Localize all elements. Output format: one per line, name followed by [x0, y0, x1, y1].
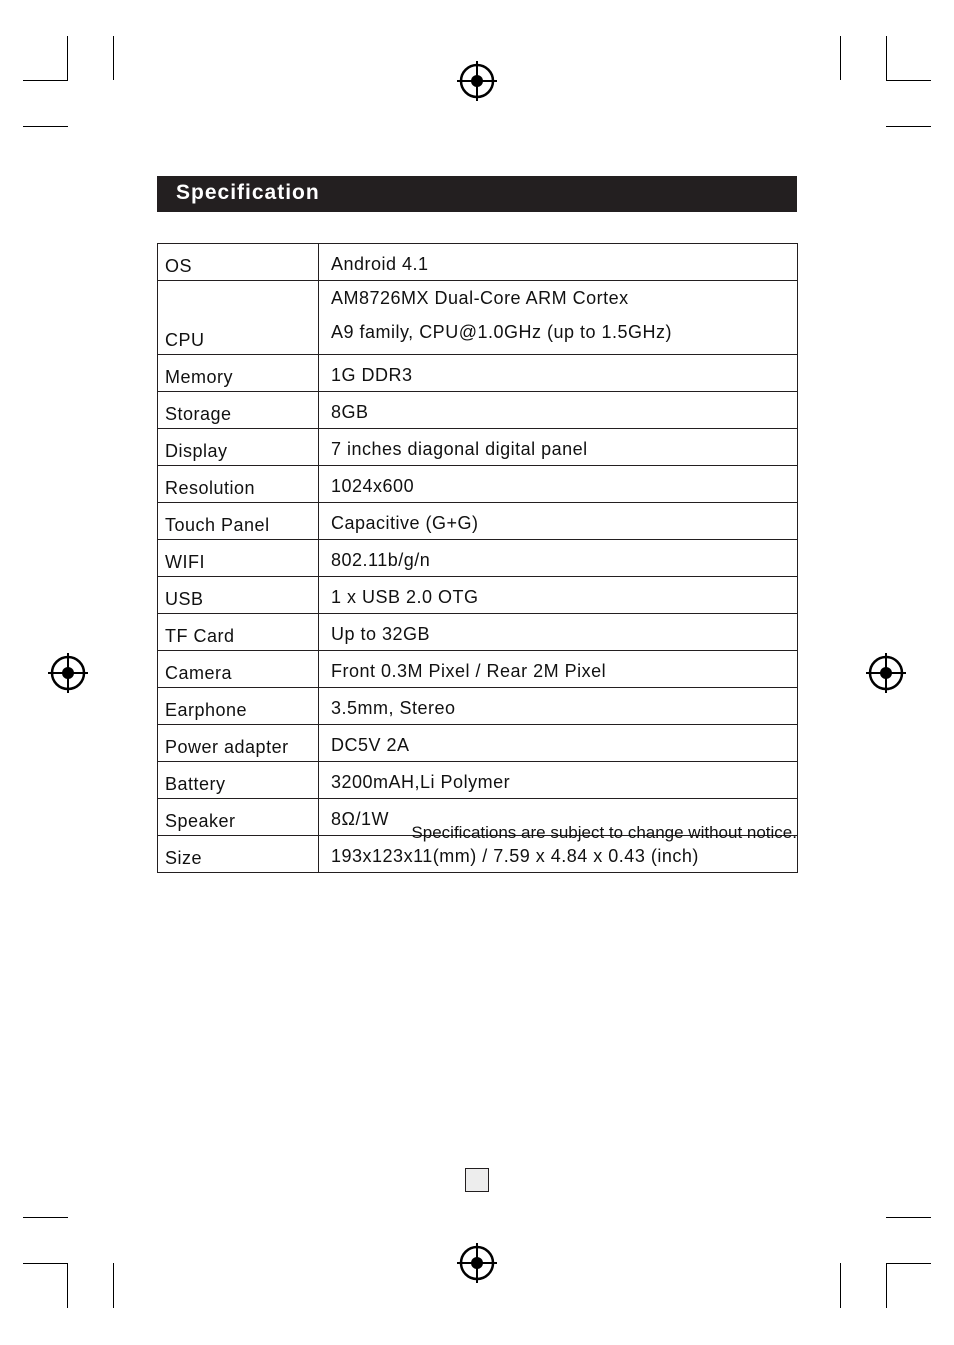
spec-value-line: AM8726MX Dual-Core ARM Cortex	[331, 288, 629, 308]
spec-label: CPU	[158, 281, 319, 355]
spec-table	[157, 243, 798, 873]
section-header	[157, 176, 797, 212]
spec-value-line: DC5V 2A	[331, 735, 410, 755]
spec-label: Memory	[158, 355, 319, 392]
spec-value	[319, 466, 798, 503]
registration-mark-icon	[457, 61, 497, 101]
spec-label: Camera	[158, 651, 319, 688]
spec-value	[319, 244, 798, 281]
spec-value-line: A9 family, CPU@1.0GHz (up to 1.5GHz)	[331, 322, 673, 342]
spec-value-line: 1G DDR3	[331, 365, 413, 385]
spec-value	[319, 392, 798, 429]
table-row	[158, 429, 798, 466]
crop-mark	[23, 80, 68, 81]
page-number-box	[465, 1168, 489, 1192]
table-row	[158, 355, 798, 392]
spec-label: USB	[158, 577, 319, 614]
spec-value	[319, 540, 798, 577]
spec-value	[319, 503, 798, 540]
spec-label: Display	[158, 429, 319, 466]
spec-label: OS	[158, 244, 319, 281]
spec-value	[319, 725, 798, 762]
table-row	[158, 577, 798, 614]
spec-label: Size	[158, 836, 319, 873]
crop-mark	[886, 36, 887, 80]
crop-mark	[886, 1263, 887, 1308]
spec-value-line: 1 x USB 2.0 OTG	[331, 587, 479, 607]
spec-value-line: 1024x600	[331, 476, 415, 496]
spec-value-line: Android 4.1	[331, 254, 429, 274]
spec-label: WIFI	[158, 540, 319, 577]
crop-mark	[886, 126, 931, 127]
spec-value-line: 802.11b/g/n	[331, 550, 431, 570]
spec-value	[319, 688, 798, 725]
table-row	[158, 725, 798, 762]
table-row	[158, 503, 798, 540]
spec-label: Touch Panel	[158, 503, 319, 540]
spec-value-line: Front 0.3M Pixel / Rear 2M Pixel	[331, 661, 607, 681]
crop-mark	[886, 1217, 931, 1218]
spec-label: Storage	[158, 392, 319, 429]
spec-value-line: 193x123x11(mm) / 7.59 x 4.84 x 0.43 (inch)	[331, 846, 699, 866]
spec-label: Earphone	[158, 688, 319, 725]
footnote: Specifications are subject to change without notice.	[411, 823, 797, 842]
spec-value	[319, 429, 798, 466]
crop-mark	[23, 1263, 68, 1264]
spec-value	[319, 614, 798, 651]
spec-value-line: 8GB	[331, 402, 369, 422]
crop-mark	[23, 1217, 68, 1218]
crop-mark	[113, 36, 114, 80]
spec-value-line: Capacitive (G+G)	[331, 513, 479, 533]
table-row	[158, 244, 798, 281]
spec-value	[319, 577, 798, 614]
spec-value	[319, 281, 798, 355]
crop-mark	[886, 80, 931, 81]
table-row	[158, 614, 798, 651]
table-row	[158, 688, 798, 725]
spec-value-line: 3200mAH,Li Polymer	[331, 772, 511, 792]
registration-mark-icon	[457, 1243, 497, 1283]
crop-mark	[67, 36, 68, 80]
spec-value	[319, 651, 798, 688]
spec-value-line: 3.5mm, Stereo	[331, 698, 456, 718]
spec-value-line: 8Ω/1W	[331, 809, 389, 829]
spec-value-line: 7 inches diagonal digital panel	[331, 439, 588, 459]
table-row	[158, 466, 798, 503]
table-row	[158, 651, 798, 688]
table-row	[158, 392, 798, 429]
spec-value-line: Up to 32GB	[331, 624, 431, 644]
crop-mark	[67, 1263, 68, 1308]
spec-table-body	[158, 244, 798, 873]
spec-label: Battery	[158, 762, 319, 799]
crop-mark	[886, 1263, 931, 1264]
crop-mark	[23, 126, 68, 127]
crop-mark	[840, 36, 841, 80]
spec-value	[319, 355, 798, 392]
spec-value	[319, 762, 798, 799]
spec-label: Power adapter	[158, 725, 319, 762]
crop-mark	[840, 1263, 841, 1308]
table-row	[158, 762, 798, 799]
section-title: Specification	[176, 181, 320, 204]
registration-mark-icon	[866, 653, 906, 693]
table-row	[158, 540, 798, 577]
crop-mark	[113, 1263, 114, 1308]
spec-label: Speaker	[158, 799, 319, 836]
spec-label: Resolution	[158, 466, 319, 503]
table-row	[158, 281, 798, 355]
spec-label: TF Card	[158, 614, 319, 651]
registration-mark-icon	[48, 653, 88, 693]
